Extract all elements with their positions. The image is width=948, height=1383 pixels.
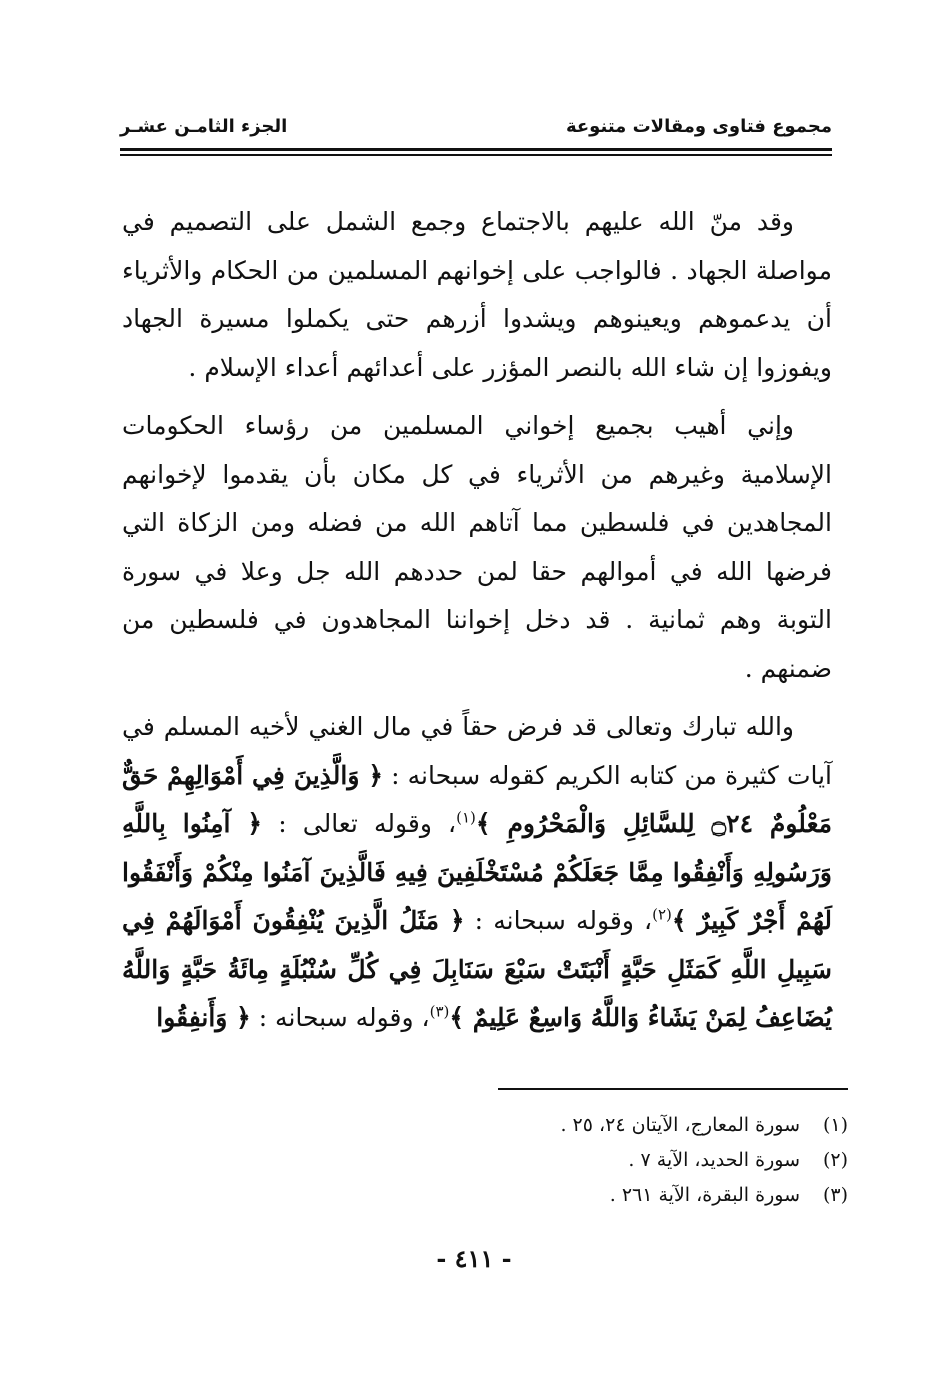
- footnote-ref-2: (٢): [652, 905, 672, 924]
- header-volume-title: الجزء الثامـن عشـر: [120, 115, 288, 137]
- footnote-ref-1: (١): [456, 808, 476, 827]
- running-header: [120, 108, 832, 144]
- paragraph-3-intro: والله تبارك وتعالى قد فرض حقاً في مال الغني لأخيه المسلم في آيات كثيرة من كتابه الكريم كقوله سبحانه :: [122, 712, 833, 790]
- header-book-title: مجموع فتاوى ومقالات متنوعة: [565, 115, 832, 137]
- quran-verse-1: ﴿ وَالَّذِينَ فِي أَمْوَالِهِمْ حَقٌّ مَعْلُومٌ ۝٢٤ لِلسَّائِلِ وَالْمَحْرُومِ ﴾: [122, 760, 833, 838]
- page-number: - ٤١١ -: [436, 1244, 512, 1273]
- footnote-text: سورة المعارج، الآيتان ٢٤، ٢٥ .: [560, 1114, 800, 1136]
- paragraph-3: [122, 703, 832, 1043]
- footnotes: [300, 1108, 848, 1213]
- footnote-ref-3: (٣): [429, 1002, 450, 1021]
- footnote-item: [300, 1108, 848, 1143]
- footnote-number: (٢): [822, 1149, 848, 1171]
- header-rule-thin: [120, 154, 832, 156]
- connector-3: ، وقوله سبحانه :: [258, 1003, 430, 1032]
- footnote-rule: [498, 1088, 848, 1090]
- footnote-item: [300, 1178, 848, 1213]
- connector-2: ، وقوله سبحانه :: [474, 906, 653, 935]
- footnote-number: (٣): [822, 1184, 848, 1206]
- connector-1: ، وقوله تعالى :: [278, 809, 457, 838]
- footnote-item: [300, 1143, 848, 1178]
- quran-verse-2: ﴿ آمِنُوا بِاللَّهِ وَرَسُولِهِ وَأَنْفِقُوا مِمَّا جَعَلَكُمْ مُسْتَخْلَفِينَ فِيهِ فَالَّذِينَ آمَنُوا مِنْكُمْ وَأَنْفَقُوا لَهُمْ أَجْرٌ كَبِيرٌ ﴾: [122, 809, 832, 935]
- header-rule-thick: [120, 148, 832, 151]
- footnote-number: (١): [822, 1114, 848, 1136]
- quran-verse-4: ﴿ وَأَنفِقُوا: [156, 1003, 251, 1032]
- main-text: [122, 198, 832, 1053]
- quran-verse-3: ﴿ مَثَلُ الَّذِينَ يُنْفِقُونَ أَمْوَالَهُمْ فِي سَبِيلِ اللَّهِ كَمَثَلِ حَبَّةٍ أَنْبَتَتْ سَبْعَ سَنَابِلَ فِي كُلِّ سُنْبُلَةٍ مِائَةُ حَبَّةٍ وَاللَّهُ يُضَاعِفُ لِمَنْ يَشَاءُ وَاللَّهُ وَاسِعٌ عَلِيمٌ ﴾: [122, 906, 832, 1032]
- paragraph-1: وقد منّ الله عليهم بالاجتماع وجمع الشمل على التصميم في مواصلة الجهاد . فالواجب على إخوانهم المسلمين من الحكام والأثرياء أن يدعموهم ويعينوهم ويشدوا أزرهم حتى يكملوا مسيرة الجهاد ويفوزوا إن شاء الله بالنصر المؤزر على أعدائهم أعداء الإسلام .: [122, 207, 832, 382]
- paragraph-2: وإني أهيب بجميع إخواني المسلمين من رؤساء الحكومات الإسلامية وغيرهم من الأثرياء في كل مكان بأن يقدموا لإخوانهم المجاهدين في فلسطين مما آتاهم الله من فضله ومن الزكاة التي فرضها الله في أموالهم حقا لمن حددهم الله جل وعلا في سورة التوبة وهم ثمانية . قد دخل إخواننا المجاهدون في فلسطين من ضمنهم .: [122, 411, 832, 683]
- footnote-text: سورة البقرة، الآية ٢٦١ .: [609, 1184, 800, 1206]
- footnote-text: سورة الحديد، الآية ٧ .: [628, 1149, 800, 1171]
